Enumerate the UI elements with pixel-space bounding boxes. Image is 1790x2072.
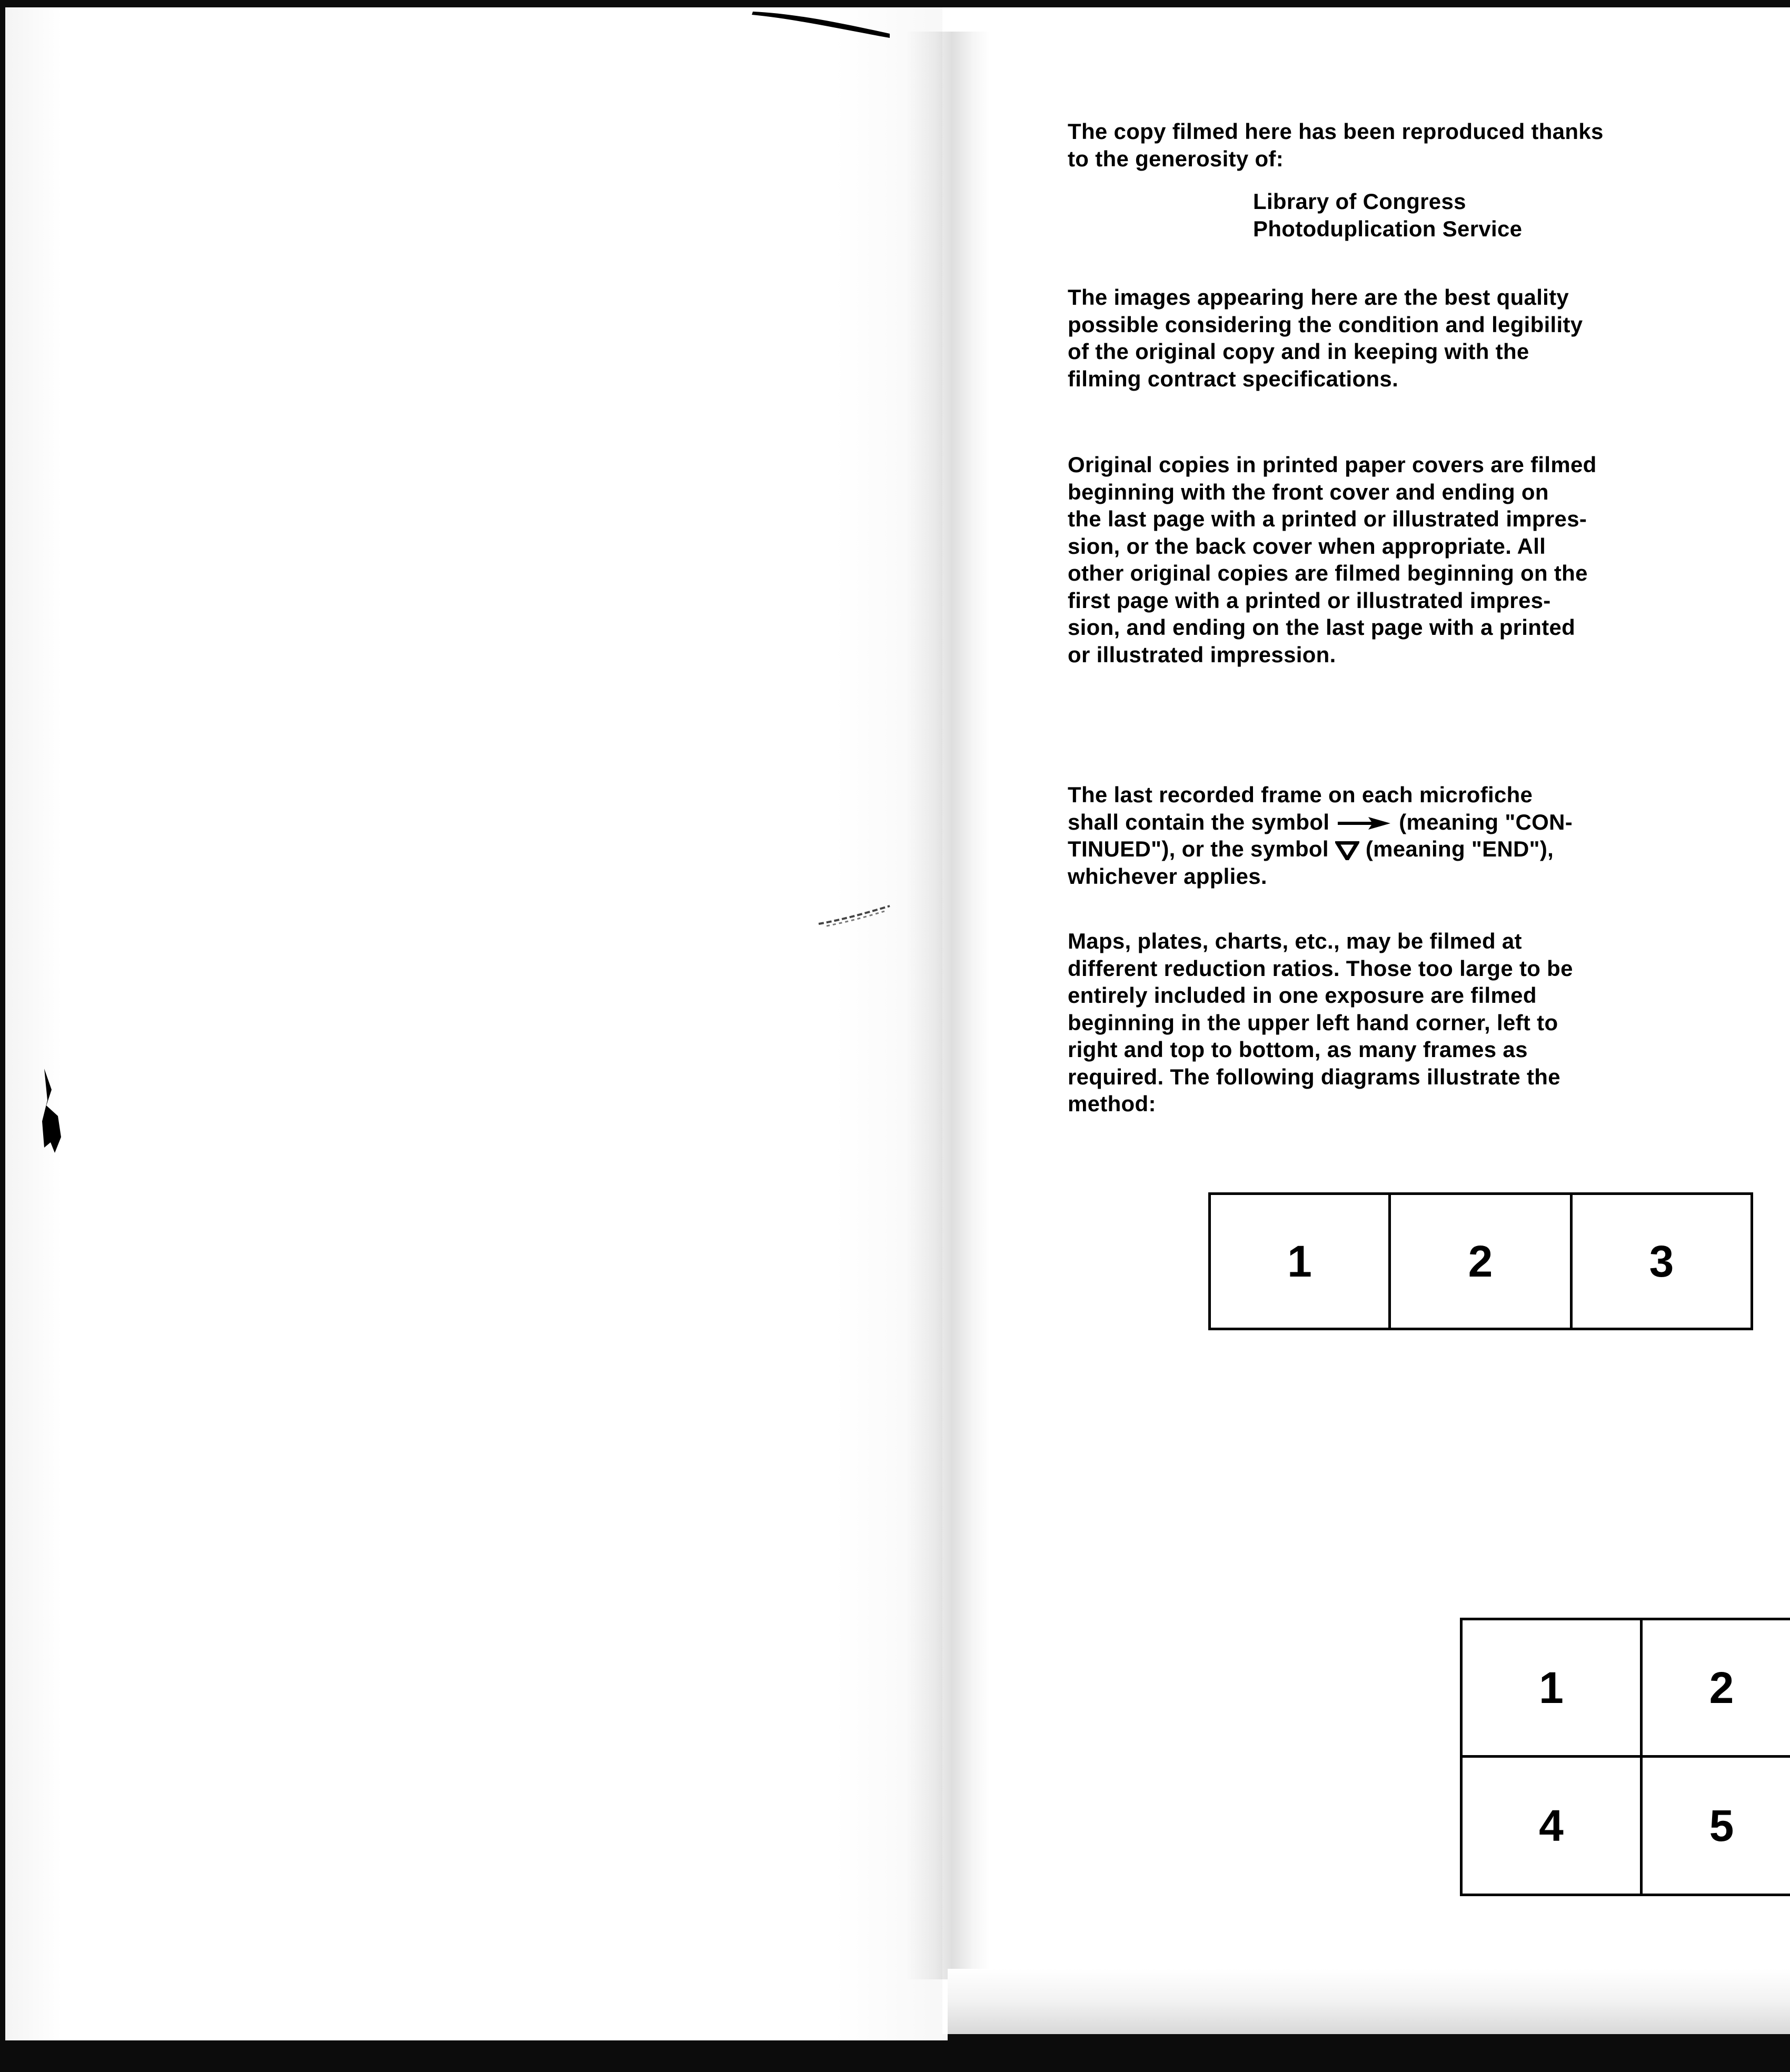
frame-line: whichever applies.: [1068, 863, 1267, 889]
maps-line: beginning in the upper left hand corner, left to: [1068, 1010, 1558, 1035]
page-fold-shadow: [906, 32, 990, 1979]
quality-line: of the original copy and in keeping with the: [1068, 339, 1529, 364]
frame-line: The last recorded frame on each microfiche: [1068, 782, 1533, 807]
frame-cell: 4: [1460, 1755, 1643, 1896]
organization-department: Photoduplication Service: [1253, 216, 1523, 241]
frame-line-text: shall contain the symbol: [1068, 809, 1330, 834]
edge-ink-blot: [40, 1069, 72, 1153]
quality-line: The images appearing here are the best quality: [1068, 285, 1569, 310]
maps-line: required. The following diagrams illustrate the: [1068, 1064, 1560, 1089]
triangle-down-icon: [1335, 841, 1359, 860]
covers-line: sion, and ending on the last page with a printed: [1068, 615, 1576, 640]
frame-cell: 3: [1570, 1192, 1753, 1330]
covers-line: or illustrated impression.: [1068, 642, 1336, 667]
maps-line: right and top to bottom, as many frames as: [1068, 1037, 1528, 1062]
frame-line-text: (meaning "END"),: [1365, 836, 1554, 861]
intro-line: The copy filmed here has been reproduced thanks: [1068, 119, 1604, 144]
maps-line: Maps, plates, charts, etc., may be filmed at: [1068, 929, 1522, 953]
covers-paragraph: [1068, 451, 1597, 668]
quality-paragraph: [1068, 284, 1583, 392]
page-bottom-curl: [948, 1969, 1790, 2034]
frame-cell: 5: [1640, 1755, 1790, 1896]
frame-line: [1068, 809, 1573, 836]
frame-line-text: TINUED"), or the symbol: [1068, 836, 1329, 861]
covers-line: the last page with a printed or illustrated impres-: [1068, 506, 1587, 531]
covers-line: first page with a printed or illustrated impres-: [1068, 587, 1551, 613]
intro-line: to the generosity of:: [1068, 146, 1284, 171]
maps-line: different reduction ratios. Those too large to be: [1068, 955, 1573, 981]
film-smudge: [816, 903, 895, 929]
frame-cell: 1: [1460, 1618, 1643, 1758]
covers-line: sion, or the back cover when appropriate. All: [1068, 533, 1546, 559]
covers-line: Original copies in printed paper covers are filmed: [1068, 452, 1597, 477]
organization-block: [1253, 188, 1522, 242]
maps-line: method:: [1068, 1091, 1156, 1116]
arrow-right-icon: [1336, 817, 1393, 830]
left-blank-sheet: [5, 7, 948, 2040]
frame-symbols-paragraph: [1068, 781, 1573, 890]
frame-line-text: (meaning "CON-: [1399, 809, 1573, 834]
film-scratch-mark: [748, 7, 895, 39]
frame-cell: 1: [1208, 1192, 1391, 1330]
quality-line: possible considering the condition and legibility: [1068, 312, 1583, 337]
frame-cell: 2: [1640, 1618, 1790, 1758]
maps-paragraph: [1068, 928, 1573, 1118]
covers-line: other original copies are filmed beginning on the: [1068, 561, 1588, 585]
covers-line: beginning with the front cover and ending on: [1068, 479, 1549, 504]
frame-cell: 2: [1388, 1192, 1573, 1330]
frame-line: [1068, 835, 1573, 863]
organization-name: Library of Congress: [1253, 189, 1466, 214]
quality-line: filming contract specifications.: [1068, 366, 1399, 391]
maps-line: entirely included in one exposure are filmed: [1068, 983, 1537, 1008]
intro-paragraph: [1068, 118, 1604, 172]
